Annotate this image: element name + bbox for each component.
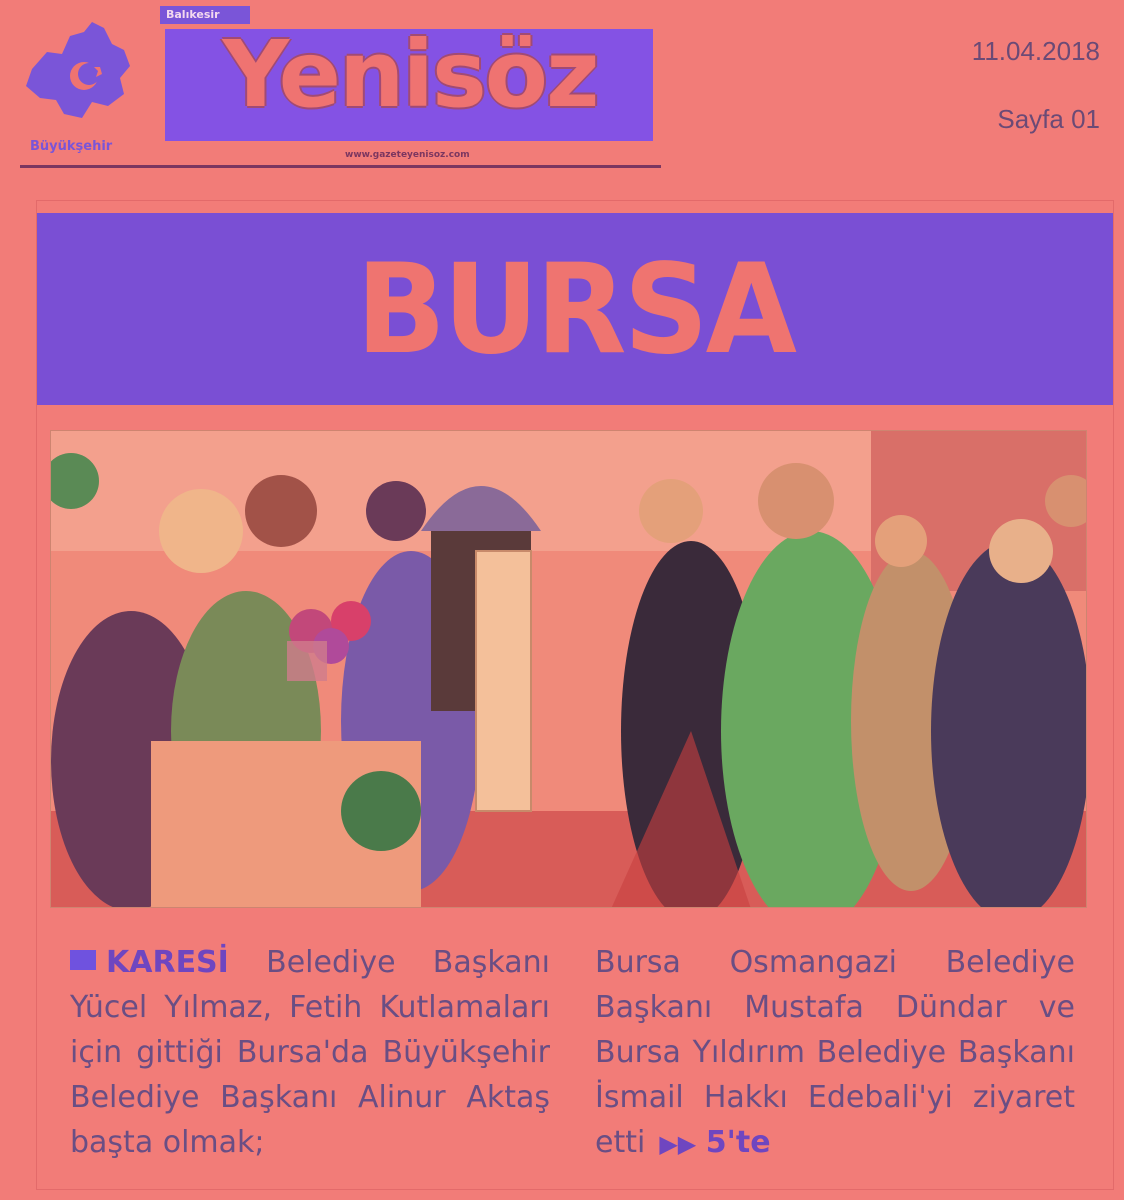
continued-on-page[interactable]: 5'te [705,1125,771,1160]
continue-arrows-icon: ▶▶ [659,1130,697,1158]
masthead [10,4,655,162]
issue-date: 11.04.2018 [971,36,1100,66]
masthead-url: www.gazeteyenisoz.com [345,150,470,160]
article-text-left: Belediye Başkanı Yücel Yılmaz, Fetih Kutlamaları için gittiği Bursa'da Büyükşehir Belediye Başkanı Alinur Aktaş başta olmak; [70,945,550,1160]
article-text-right: Bursa Osmangazi Belediye Başkanı Mustafa Dündar ve Bursa Yıldırım Belediye Başkanı İsmail Hakkı Edebali'yi ziyaret etti [595,945,1075,1160]
province-map-icon [12,14,142,134]
masthead-rule [20,165,661,168]
masthead-title: Yenisöz [222,21,598,128]
page-number: Sayfa 01 [997,104,1100,134]
lead-marker-icon [70,950,96,970]
article-lead-word: KARESİ [106,945,229,980]
news-photo-illustration [51,431,1087,908]
article-column-right [595,940,1075,1167]
article-column-left [70,940,550,1165]
masthead-city: Balıkesir [160,6,250,24]
headline: BURSA [356,236,794,382]
masthead-region-label: Büyükşehir [30,139,113,154]
news-photo [50,430,1087,908]
